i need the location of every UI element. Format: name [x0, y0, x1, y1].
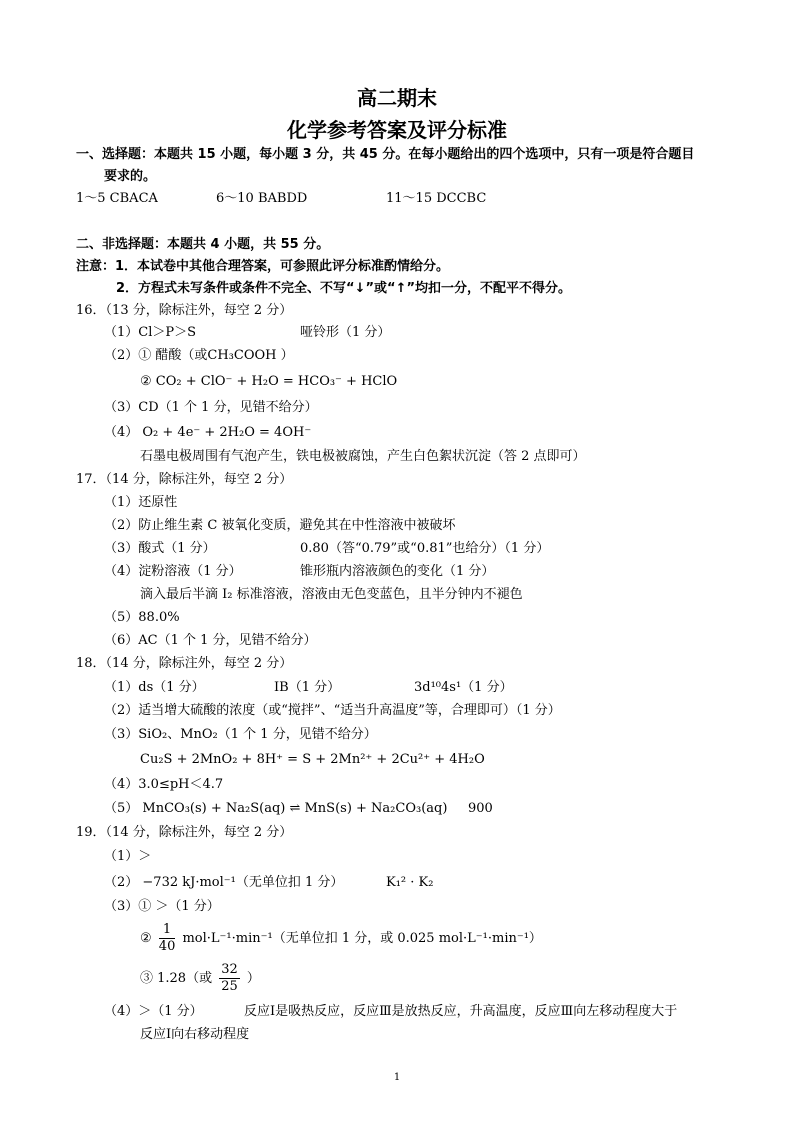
q18-3-equation: Cu₂S + 2MnO₂ + 8H⁺ = S + 2Mn²⁺ + 2Cu²⁺ + 4H₂O — [140, 752, 485, 767]
q18-heading: 18．（14 分，除标注外，每空 2 分） — [76, 656, 293, 671]
q19-4b: 反应Ⅰ是吸热反应，反应Ⅲ是放热反应，升高温度，反应Ⅲ向左移动程度大于 — [244, 1004, 678, 1019]
q17-1: （1）还原性 — [104, 495, 178, 510]
q17-6: （6）AC（1 个 1 分，见错不给分） — [104, 633, 317, 648]
q18-5-equation: （5） MnCO₃(s) + Na₂S(aq) ⇌ MnS(s) + Na₂CO₃(aq) — [104, 801, 448, 816]
q16-2: （2）① 醋酸（或CH₃COOH ） — [104, 348, 294, 363]
q19-4c: 反应Ⅰ向右移动程度 — [140, 1027, 250, 1042]
q19-3-rate-label: ② — [140, 931, 152, 946]
q18-2: （2）适当增大硫酸的浓度（或“搅拌”、“适当升高温度”等，合理即可）（1 分） — [104, 703, 561, 718]
page-subtitle: 化学参考答案及评分标准 — [287, 118, 507, 142]
q18-5b: 900 — [468, 801, 493, 816]
q17-3b: 0.80（答“0.79”或“0.81”也给分）（1 分） — [300, 541, 550, 556]
fraction-32-25 — [219, 962, 240, 995]
q17-5: （5）88.0% — [104, 610, 180, 625]
fraction-denominator: 40 — [158, 939, 176, 954]
q16-2-equation: ② CO₂ + ClO⁻ + H₂O = HCO₃⁻ + HClO — [140, 374, 398, 389]
mc-answers-1: 1～5 CBACA — [76, 191, 158, 206]
note-2: 2．方程式未写条件或条件不完全、不写“↓”或“↑”均扣一分，不配平不得分。 — [116, 281, 572, 296]
q16-3: （3）CD（1 个 1 分，见错不给分） — [104, 400, 318, 415]
q17-4c: 滴入最后半滴 I₂ 标准溶液，溶液由无色变蓝色，且半分钟内不褪色 — [140, 587, 523, 602]
q19-3: （3）① ＞（1 分） — [104, 899, 220, 914]
sec2-heading: 二、非选择题：本题共 4 小题，共 55 分。 — [76, 237, 330, 252]
page-title: 高二期末 — [357, 86, 437, 110]
q19-1: （1）＞ — [104, 849, 152, 864]
q18-1a: （1）ds（1 分） — [104, 680, 205, 695]
q19-4a: （4）＞（1 分） — [104, 1004, 203, 1019]
q17-heading: 17．（14 分，除标注外，每空 2 分） — [76, 472, 293, 487]
q18-3: （3）SiO₂、MnO₂（1 个 1 分，见错不给分） — [104, 727, 377, 742]
q16-1b: 哑铃形（1 分） — [300, 325, 391, 340]
mc-answers-2: 6～10 BABDD — [216, 191, 308, 206]
q19-3-constant — [140, 962, 260, 996]
q18-1b: ⅠB（1 分） — [274, 680, 341, 695]
q19-2a: （2） −732 kJ·mol⁻¹（无单位扣 1 分） — [104, 875, 344, 890]
note-1: 注意：1．本试卷中其他合理答案，可参照此评分标准酌情给分。 — [76, 259, 450, 274]
fraction-numerator: 1 — [159, 922, 176, 939]
q18-4: （4）3.0≤pH＜4.7 — [104, 777, 224, 792]
q17-3a: （3）酸式（1 分） — [104, 541, 216, 556]
q16-4-equation: （4） O₂ + 4e⁻ + 2H₂O = 4OH⁻ — [104, 425, 312, 440]
sec1-heading-cont: 要求的。 — [104, 169, 157, 184]
page-number: 1 — [393, 1072, 401, 1083]
mc-answers-3: 11～15 DCCBC — [386, 191, 487, 206]
q19-3-constant-close: ） — [246, 971, 260, 986]
q16-heading: 16．（13 分，除标注外，每空 2 分） — [76, 303, 293, 318]
q19-3-constant-label: ③ 1.28（或 — [140, 971, 213, 986]
q18-1c: 3d¹⁰4s¹（1 分） — [414, 680, 513, 695]
q19-2b: K₁² · K₂ — [386, 875, 434, 890]
fraction-numerator: 32 — [221, 962, 238, 977]
q16-4-text: 石墨电极周围有气泡产生，铁电极被腐蚀，产生白色絮状沉淀（答 2 点即可） — [140, 449, 586, 464]
q17-4a: （4）淀粉溶液（1 分） — [104, 564, 242, 579]
q19-heading: 19．（14 分，除标注外，每空 2 分） — [76, 825, 293, 840]
fraction-denominator: 25 — [221, 979, 238, 994]
q19-3-rate-unit: mol·L⁻¹·min⁻¹（无单位扣 1 分，或 0.025 mol·L⁻¹·min⁻¹） — [182, 931, 542, 946]
q17-4b: 锥形瓶内溶液颜色的变化（1 分） — [300, 564, 495, 579]
sec1-heading: 一、选择题：本题共 15 小题，每小题 3 分，共 45 分。在每小题给出的四个选项中，只有一项是符合题目 — [76, 147, 695, 162]
fraction-1-40 — [159, 922, 176, 955]
q19-3-rate — [140, 922, 542, 956]
q16-1a: （1）Cl＞P＞S — [104, 325, 197, 340]
q17-2: （2）防止维生素 C 被氧化变质，避免其在中性溶液中被破坏 — [104, 518, 456, 533]
